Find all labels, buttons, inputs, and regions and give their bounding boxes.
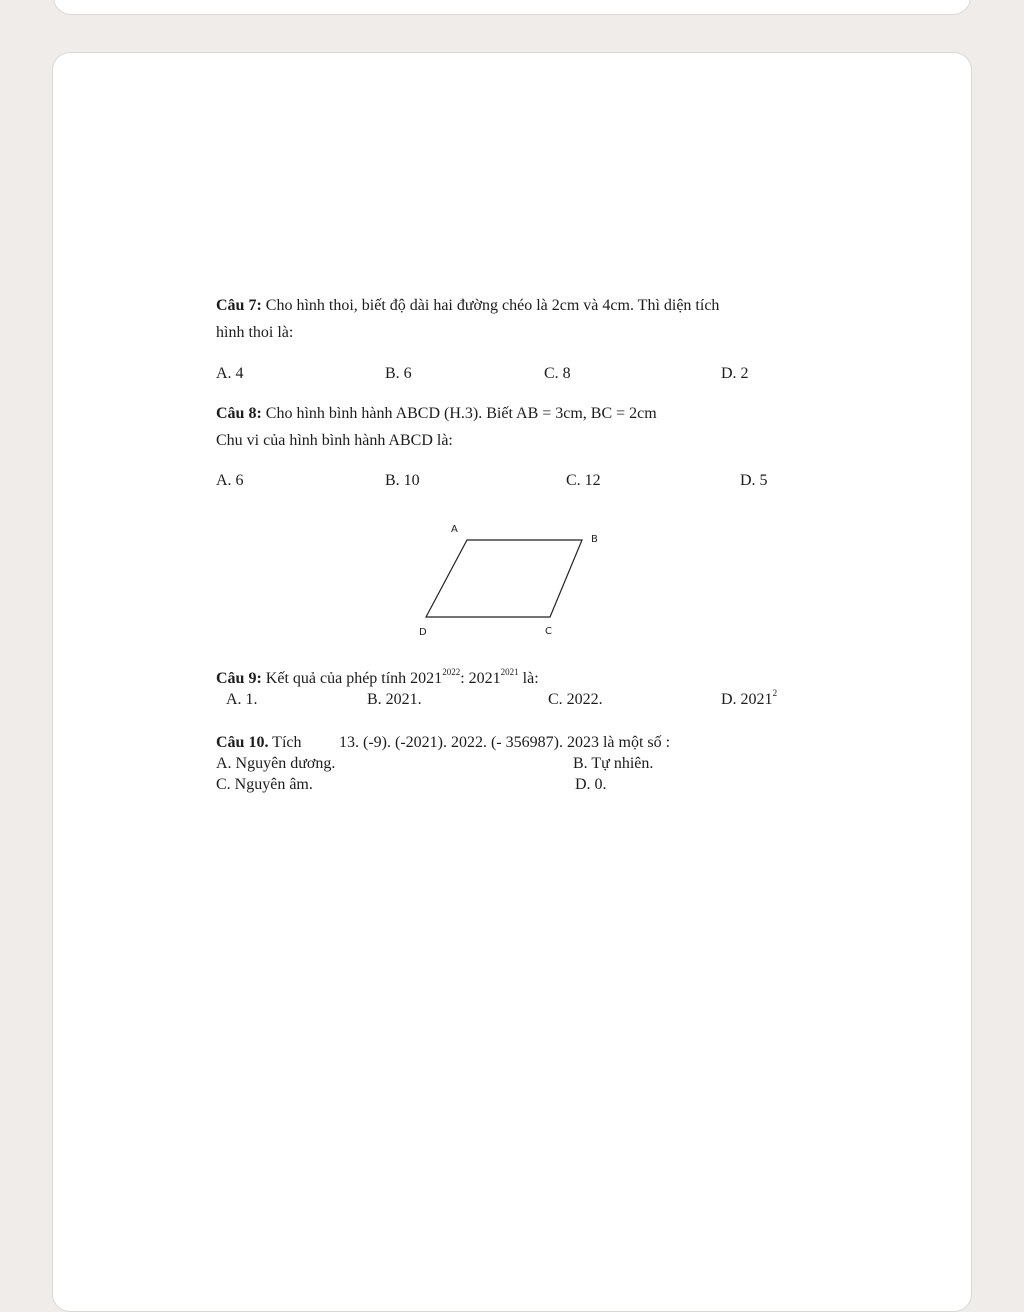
q8-label: Câu 8: <box>216 405 262 422</box>
q9-label: Câu 9: <box>216 670 262 687</box>
q7-text: Cho hình thoi, biết độ dài hai đường chéo là 2cm và 4cm. Thì diện tích <box>261 297 720 314</box>
vertex-label-d: D <box>419 627 427 638</box>
q9-text-part1: Kết quả của phép tính 2021 <box>261 670 443 687</box>
q10-option-a: A. Nguyên dương. <box>216 755 336 772</box>
parallelogram-abcd <box>426 540 582 617</box>
q9-text <box>216 666 539 689</box>
q9-text-part2: : 2021 <box>460 670 501 687</box>
q8-text: Cho hình bình hành ABCD (H.3). Biết AB = 3cm, BC = 2cm <box>261 405 657 422</box>
q10-option-c: C. Nguyên âm. <box>216 776 313 793</box>
q7-text-line2: hình thoi là: <box>216 324 294 341</box>
q7-text-line1 <box>216 296 719 316</box>
q9-text-part3: là: <box>518 670 539 687</box>
q9-option-b: B. 2021. <box>367 691 422 708</box>
vertex-label-c: C <box>545 626 552 637</box>
q10-option-d: D. 0. <box>575 776 607 793</box>
q8-option-b: B. 10 <box>385 472 420 489</box>
q9-option-d-exponent: 2 <box>772 687 778 698</box>
previous-page-card <box>53 0 971 15</box>
q10-text-part1: Tích <box>268 734 302 751</box>
q8-option-d: D. 5 <box>740 472 768 489</box>
q10-text-expression: 13. (-9). (-2021). 2022. (- 356987). 2023 là một số : <box>339 734 671 751</box>
q9-option-a: A. 1. <box>226 691 258 708</box>
q9-exponent-2: 2021 <box>500 666 519 677</box>
q9-option-d <box>721 687 778 710</box>
q8-option-c: C. 12 <box>566 472 601 489</box>
q10-option-b: B. Tự nhiên. <box>573 755 654 772</box>
q7-option-b: B. 6 <box>385 365 412 382</box>
q9-option-c: C. 2022. <box>548 691 603 708</box>
q7-option-c: C. 8 <box>544 365 571 382</box>
q7-label: Câu 7: <box>216 297 262 314</box>
q7-option-d: D. 2 <box>721 365 749 382</box>
q8-text-line1 <box>216 404 657 424</box>
q8-text-line2: Chu vi của hình bình hành ABCD là: <box>216 432 453 449</box>
parallelogram-figure <box>410 518 610 642</box>
q9-exponent-1: 2022 <box>442 666 461 677</box>
q7-option-a: A. 4 <box>216 365 244 382</box>
q10-text <box>216 733 301 753</box>
vertex-label-a: A <box>451 524 458 535</box>
q8-option-a: A. 6 <box>216 472 244 489</box>
q10-label: Câu 10. <box>216 734 269 751</box>
vertex-label-b: B <box>591 534 598 545</box>
q9-option-d-base: D. 2021 <box>721 691 773 708</box>
